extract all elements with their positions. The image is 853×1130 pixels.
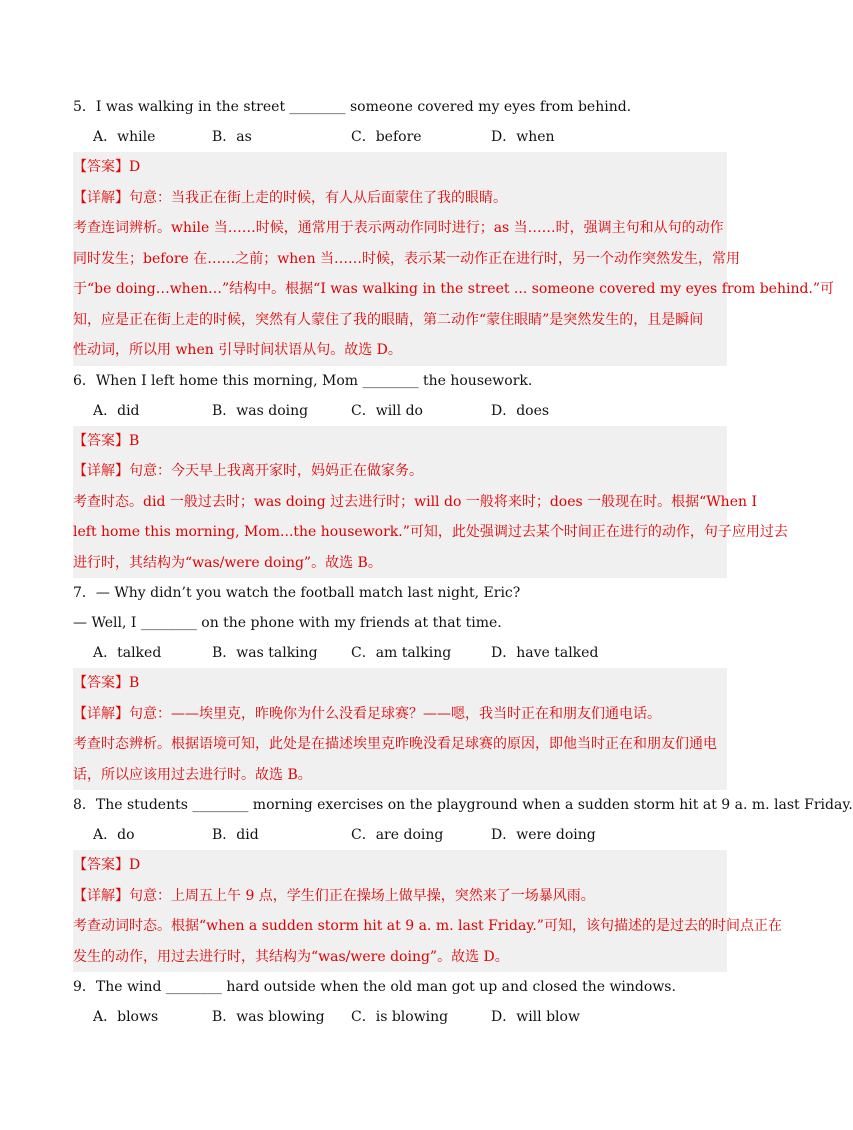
detail-line: 于“be doing…when…”结构中。根据“I was walking in the street ... someone covered my eyes from behind.”可 [73,281,835,297]
answer-options [93,122,800,152]
option-a: A．talked [93,645,162,661]
option-d: D．have talked [491,645,599,661]
detail-line: 知，应是正在街上走的时候，突然有人蒙住了我的眼睛，第二动作“蒙住眼睛”是突然发生的，且是瞬间 [73,311,704,328]
option-b: B．was doing [212,402,309,419]
detail-line: 考查时态。did 一般过去时；was doing 过去进行时；will do 一般将来时；does 一般现在时。根据“When I [73,493,757,510]
option-c: C．will do [351,402,423,419]
detail-line: 考查连词辨析。while 当……时候，通常用于表示两动作同时进行；as 当……时，强调主句和从句的动作 [73,220,724,236]
option-a: A．blows [93,1009,159,1025]
answer-options [93,820,800,850]
detail-line: 发生的动作，用过去进行时，其结构为“was/were doing”。故选 D。 [73,948,509,965]
question-7 [0,578,800,790]
option-b: B．was blowing [212,1009,325,1025]
answer-options [93,638,800,668]
answer-line: 【答案】B [73,675,140,691]
question-5 [0,92,835,366]
option-d: D．will blow [491,1009,580,1025]
option-a: A．did [93,402,140,419]
option-b: B．was talking [212,645,318,661]
question-9 [0,972,800,1032]
answer-explanation-box [73,850,782,972]
question-stem: 9．The wind ________ hard outside when the old man got up and closed the windows. [73,979,676,995]
option-c: C．before [351,129,422,145]
option-d: D．when [491,129,555,145]
detail-line: 【详解】句意：上周五上午 9 点，学生们正在操场上做早操，突然来了一场暴风雨。 [73,887,595,904]
question-6 [0,366,800,579]
detail-line: 进行时，其结构为“was/were doing”。故选 B。 [73,554,382,571]
detail-line: 【详解】句意：今天早上我离开家时，妈妈正在做家务。 [73,463,423,479]
detail-line: 【详解】句意：当我正在街上走的时候，有人从后面蒙住了我的眼睛。 [73,189,507,206]
question-8 [0,790,853,972]
answer-options [93,396,800,426]
option-a: A．while [93,129,156,145]
option-b: B．as [212,129,252,145]
option-c: C．am talking [351,645,452,661]
detail-line: 考查动词时态。根据“when a sudden storm hit at 9 a. m. last Friday.”可知，该句描述的是过去的时间点正在 [73,918,782,934]
answer-line: 【答案】D [73,857,141,873]
detail-line: 性动词，所以用 when 引导时间状语从句。故选 D。 [73,342,402,358]
answer-explanation-box [73,426,788,579]
answer-line: 【答案】B [73,432,140,449]
question-stem: 5．I was walking in the street ________ someone covered my eyes from behind. [73,99,632,115]
document-page [0,92,853,1032]
answer-options [93,1002,800,1032]
answer-line: 【答案】D [73,159,141,175]
answer-explanation-box [73,152,835,366]
detail-line: 同时发生；before 在……之前；when 当……时候，表示某一动作正在进行时，另一个动作突然发生，常用 [73,250,741,267]
detail-line: 话，所以应该用过去进行时。故选 B。 [73,766,312,783]
question-stem: 7．— Why didn’t you watch the football match last night, Eric? [73,585,521,601]
option-c: C．are doing [351,827,444,843]
detail-line: 【详解】句意：——埃里克，昨晚你为什么没看足球赛？——嗯，我当时正在和朋友们通电话。 [73,705,661,722]
answer-explanation-box [73,668,727,790]
detail-line: left home this morning, Mom...the housework.”可知，此处强调过去某个时间正在进行的动作，句子应用过去 [73,524,788,540]
question-stem: 6．When I left home this morning, Mom ________ the housework. [73,372,533,389]
option-d: D．were doing [491,827,596,843]
option-a: A．do [93,827,135,843]
question-stem-reply: — Well, I ________ on the phone with my friends at that time. [73,615,502,631]
option-d: D．does [491,402,550,419]
question-stem: 8．The students ________ morning exercises on the playground when a sudden storm hit at 9 a. m. last Friday. [73,797,853,813]
option-c: C．is blowing [351,1009,449,1025]
detail-line: 考查时态辨析。根据语境可知，此处是在描述埃里克昨晚没看足球赛的原因，即他当时正在和朋友们通电 [73,736,717,752]
option-b: B．did [212,827,259,843]
